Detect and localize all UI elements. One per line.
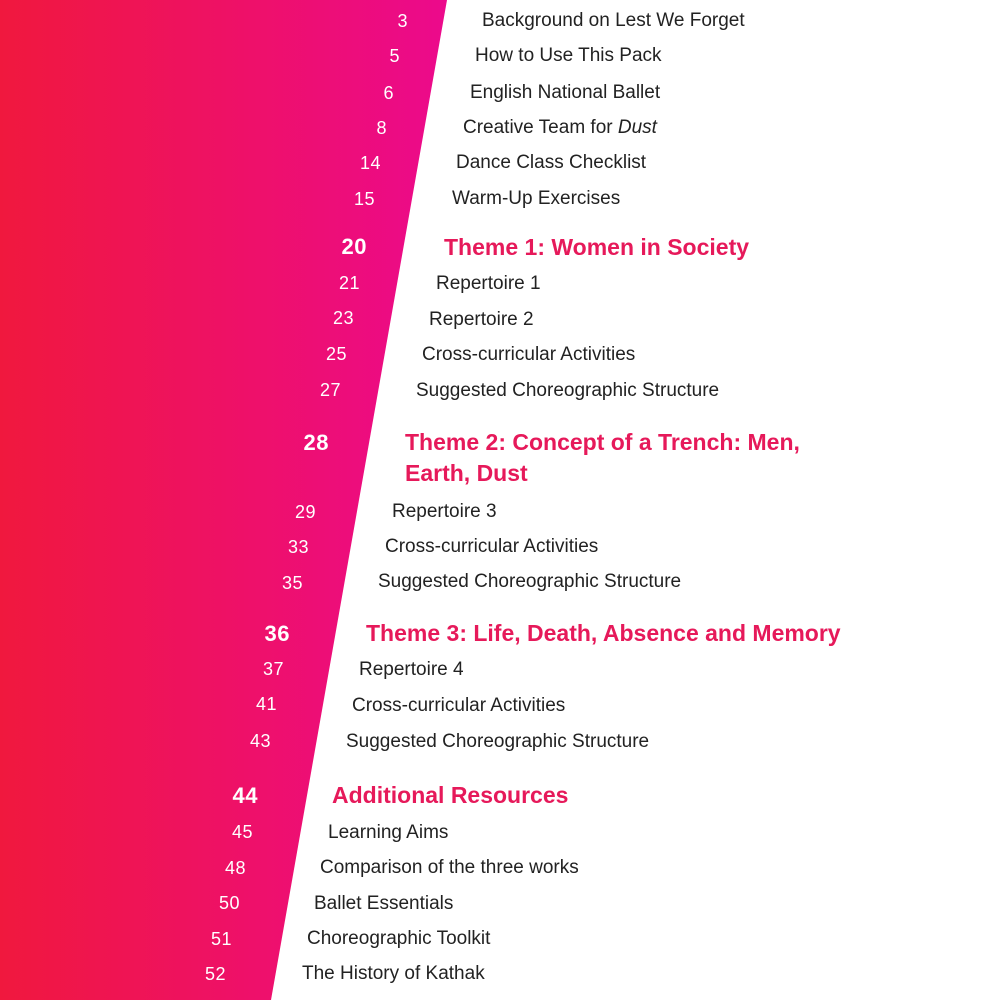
gradient-band-shape	[0, 0, 447, 1000]
creative-team-prefix: Creative Team for	[463, 117, 618, 138]
toc-entry-repertoire-1[interactable]: Repertoire 1	[436, 273, 541, 294]
page-number: 14	[359, 153, 381, 173]
toc-entry-cross-curricular-1[interactable]: Cross-curricular Activities	[422, 344, 636, 365]
page-number: 41	[255, 694, 277, 714]
toc-entry-history-of-kathak[interactable]: The History of Kathak	[302, 963, 485, 984]
page-number: 35	[281, 573, 303, 593]
page-number: 33	[287, 537, 309, 557]
toc-additional-resources-heading[interactable]: Additional Resources	[332, 782, 569, 808]
theme-page-number: 36	[264, 621, 290, 646]
page-number: 27	[319, 380, 341, 400]
page-number: 8	[376, 118, 387, 138]
page-number: 48	[224, 858, 246, 878]
toc-entry-repertoire-4[interactable]: Repertoire 4	[359, 659, 464, 680]
page-number: 29	[294, 502, 316, 522]
toc-entry-repertoire-2[interactable]: Repertoire 2	[429, 309, 534, 330]
toc-theme-1-heading[interactable]: Theme 1: Women in Society	[444, 234, 750, 260]
page-number: 3	[397, 11, 408, 31]
toc-entry-repertoire-3[interactable]: Repertoire 3	[392, 501, 497, 522]
theme-page-number: 20	[341, 234, 367, 259]
toc-entry-ballet-essentials[interactable]: Ballet Essentials	[314, 893, 454, 914]
toc-entry-creative-team[interactable]	[463, 117, 657, 139]
toc-entry-choreographic-toolkit[interactable]: Choreographic Toolkit	[307, 928, 491, 949]
toc-entry-choreographic-structure-1[interactable]: Suggested Choreographic Structure	[416, 380, 720, 401]
toc-entry-english-national-ballet[interactable]: English National Ballet	[470, 82, 661, 103]
page-number: 43	[249, 731, 271, 751]
toc-entry-learning-aims[interactable]: Learning Aims	[328, 822, 449, 843]
toc-entry-background[interactable]: Background on Lest We Forget	[482, 10, 745, 31]
toc-entry-cross-curricular-3[interactable]: Cross-curricular Activities	[352, 695, 566, 716]
toc-entry-choreographic-structure-3[interactable]: Suggested Choreographic Structure	[346, 731, 650, 752]
page-number: 5	[389, 46, 400, 66]
toc-entry-dance-class-checklist[interactable]: Dance Class Checklist	[456, 152, 647, 173]
toc-theme-3-heading[interactable]: Theme 3: Life, Death, Absence and Memory	[366, 620, 841, 646]
theme-page-number: 28	[303, 430, 329, 455]
page-number: 25	[325, 344, 347, 364]
page-number: 37	[262, 659, 284, 679]
theme-page-number: 44	[232, 783, 258, 808]
creative-team-dust: Dust	[617, 117, 657, 138]
page-number: 23	[332, 308, 354, 328]
page-number: 51	[210, 929, 232, 949]
page-number: 52	[204, 964, 226, 984]
toc-entry-choreographic-structure-2[interactable]: Suggested Choreographic Structure	[378, 571, 682, 592]
toc-entry-comparison[interactable]: Comparison of the three works	[320, 857, 579, 878]
page-number: 15	[353, 189, 375, 209]
toc-theme-2-heading[interactable]: Theme 2: Concept of a Trench: Men, Earth, Dust	[405, 429, 800, 486]
toc-entry-how-to-use[interactable]: How to Use This Pack	[475, 45, 662, 66]
page-number: 6	[383, 83, 394, 103]
toc-entry-warm-up[interactable]: Warm-Up Exercises	[452, 188, 621, 209]
page-number: 50	[218, 893, 240, 913]
page-number: 45	[231, 822, 253, 842]
page-number: 21	[338, 273, 360, 293]
toc-entry-cross-curricular-2[interactable]: Cross-curricular Activities	[385, 536, 599, 557]
